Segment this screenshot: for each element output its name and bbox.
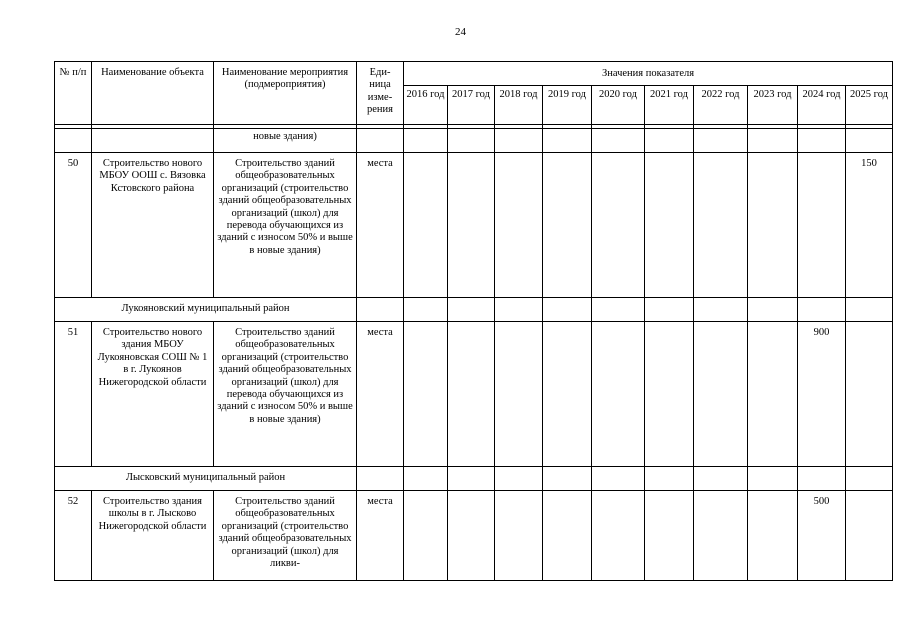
value-cell — [645, 491, 694, 581]
table-row — [55, 153, 893, 298]
district-row — [55, 467, 893, 491]
indicator-table — [54, 61, 893, 581]
header-year: 2025 год — [846, 86, 893, 125]
district-heading: Лукояновский муниципальный район — [55, 298, 357, 322]
header-object-name: Наименование объекта — [92, 62, 214, 125]
header-year: 2017 год — [448, 86, 495, 125]
object-cell: Строительство нового здания МБОУ Лукояновская СОШ № 1 в г. Лукоянов Нижегородской области — [92, 322, 214, 467]
unit-cell: места — [357, 153, 404, 298]
header-year: 2019 год — [543, 86, 592, 125]
value-cell — [694, 322, 748, 467]
value-cell — [846, 491, 893, 581]
value-cell — [495, 491, 543, 581]
value-cell — [495, 153, 543, 298]
header-event-name: Наименование мероприятия (подмероприятия) — [214, 62, 357, 125]
value-cell — [404, 491, 448, 581]
value-cell — [645, 322, 694, 467]
header-year: 2021 год — [645, 86, 694, 125]
value-cell — [404, 322, 448, 467]
event-cell: Строительство зданий общеобразовательных организаций (строительство зданий общеобразовательных организаций (школ) для ликви- — [214, 491, 357, 581]
object-cell: Строительство нового МБОУ ООШ с. Вязовка Кстовского района — [92, 153, 214, 298]
header-year: 2022 год — [694, 86, 748, 125]
event-cell: Строительство зданий общеобразовательных организаций (строительство зданий общеобразовательных организаций (школ) для перевода обучающихся из зданий с износом 50% и выше в новые здания) — [214, 322, 357, 467]
value-cell — [694, 153, 748, 298]
table-row — [55, 129, 893, 153]
value-cell — [404, 153, 448, 298]
value-cell — [592, 491, 645, 581]
value-cell — [543, 491, 592, 581]
value-cell — [543, 322, 592, 467]
value-cell — [748, 491, 798, 581]
value-cell — [543, 153, 592, 298]
value-cell: 500 — [798, 491, 846, 581]
value-cell — [592, 322, 645, 467]
value-cell — [748, 153, 798, 298]
value-cell — [495, 322, 543, 467]
value-cell — [645, 153, 694, 298]
unit-cell: места — [357, 322, 404, 467]
row-number: 51 — [55, 322, 92, 467]
event-cell: новые здания) — [214, 129, 357, 153]
header-year: 2020 год — [592, 86, 645, 125]
value-cell: 150 — [846, 153, 893, 298]
row-number: 52 — [55, 491, 92, 581]
value-cell — [592, 153, 645, 298]
district-row — [55, 298, 893, 322]
value-cell — [694, 491, 748, 581]
row-number: 50 — [55, 153, 92, 298]
value-cell — [748, 322, 798, 467]
header-year: 2023 год — [748, 86, 798, 125]
header-year: 2024 год — [798, 86, 846, 125]
district-heading: Лысковский муниципальный район — [55, 467, 357, 491]
unit-cell: места — [357, 491, 404, 581]
table-row — [55, 491, 893, 581]
value-cell: 900 — [798, 322, 846, 467]
header-year: 2018 год — [495, 86, 543, 125]
value-cell — [448, 491, 495, 581]
table-row — [55, 322, 893, 467]
value-cell — [448, 153, 495, 298]
value-cell — [448, 322, 495, 467]
header-year: 2016 год — [404, 86, 448, 125]
value-cell — [846, 322, 893, 467]
header-values-title: Значения показателя — [404, 62, 893, 86]
header-number: № п/п — [55, 62, 92, 125]
value-cell — [798, 153, 846, 298]
header-unit: Еди-ница изме-рения — [357, 62, 404, 125]
object-cell: Строительство здания школы в г. Лысково Нижегородской области — [92, 491, 214, 581]
page-number: 24 — [455, 26, 466, 38]
event-cell: Строительство зданий общеобразовательных организаций (строительство зданий общеобразовательных организаций (школ) для перевода обучающихся из зданий с износом 50% и выше в новые здания) — [214, 153, 357, 298]
